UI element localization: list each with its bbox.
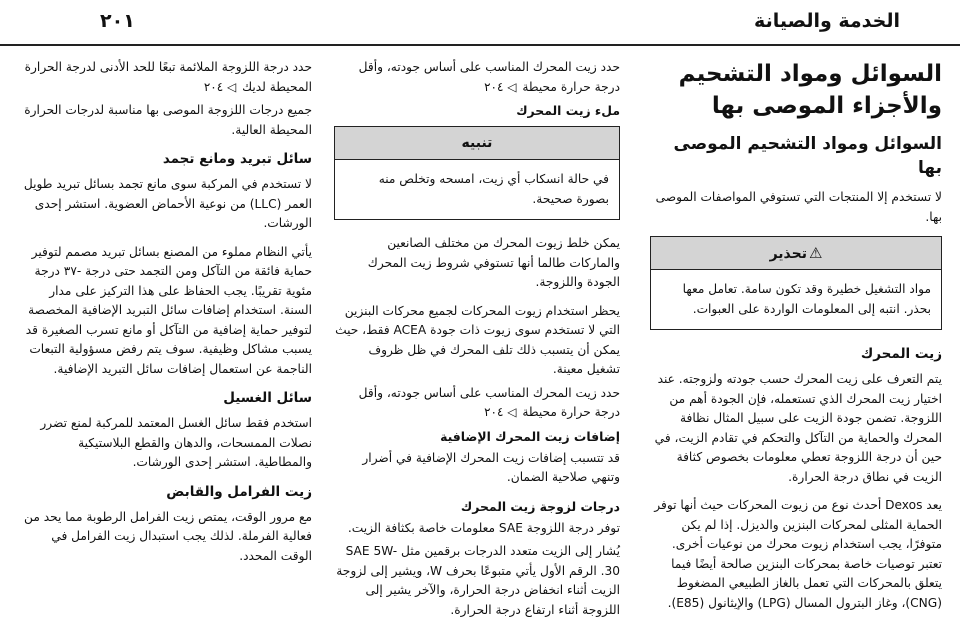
- page-reference-number: ٢٠٤: [484, 405, 504, 419]
- warning-title-bar: [651, 237, 941, 270]
- washer-fluid-heading: سائل الغسيل: [223, 390, 312, 406]
- warning-box: [650, 236, 942, 330]
- column-middle: [334, 58, 620, 629]
- warning-icon: ⚠: [808, 244, 823, 262]
- section-title: الخدمة والصيانة: [754, 10, 900, 32]
- chapter-heading: السوائل ومواد التشحيم والأجزاء الموصى بها: [678, 61, 942, 119]
- oil-selection-paragraph: [334, 58, 620, 97]
- page-reference-number: ٢٠٤: [203, 79, 224, 94]
- oil-additives-heading: إضافات زيت المحرك الإضافية: [440, 428, 620, 444]
- intro-paragraph: لا تستخدم إلا المنتجات التي تستوفي المواصفات الموصى بها.: [655, 190, 942, 224]
- reference-arrow-icon: ◁: [507, 79, 517, 94]
- page-reference-2[interactable]: [484, 403, 516, 423]
- section-heading: السوائل ومواد التشحيم الموصى بها: [673, 134, 942, 178]
- reference-arrow-icon: ◁: [227, 79, 237, 94]
- note-box: [334, 126, 620, 220]
- viscosity-selection-paragraph: [22, 58, 312, 97]
- coolant-paragraph-2: يأتي النظام مملوء من المصنع بسائل تبريد مصمم لتوفير حماية فائقة من التآكل ومن التجمد حتى درجة -٣٧ درجة مئوية تقريبًا. يجب الحفاظ على هذا التركيز على مدار السنة. استخدام إضافات سائل التبريد الإضافية المخصصة لتوفير حماية إضافية من التآكل أو مانع تسرب الصغيرة قد يسبب مشاكل وظيفية. سوف يتم رفض مسؤولية التبعات الناجمة عن استعمال إضافات سائل التبريد الإضافية.: [25, 244, 312, 376]
- note-title: تنبيه: [335, 127, 619, 160]
- engine-oil-paragraph-1: يتم التعرف على زيت المحرك حسب جودته ولزوجته. عند اختيار زيت المحرك الذي تستعمله، فإن الجودة أهم من اللزوجة. تضمن جودة الزيت على سبيل المثال نظافة المحرك والحماية من التآكل والتحكم في تقادم الزيت، في حين أن درجة اللزوجة تعطي معلومات بخصوص كثافة الزيت في نطاق درجة الحرارة.: [654, 372, 942, 484]
- oil-fill-heading: ملء زيت المحرك: [516, 103, 620, 118]
- coolant-heading: سائل تبريد ومانع تجمد: [162, 151, 312, 167]
- brake-fluid-paragraph: مع مرور الوقت، يمتص زيت الفرامل الرطوبة مما يحد من فعالية الفرملة. لذلك يجب استبدال زيت الفرامل في الوقت المحدد.: [24, 509, 312, 563]
- warning-text: مواد التشغيل خطيرة وقد تكون سامة. تعامل معها بحذر. انتبه إلى المعلومات الواردة على العبوات.: [682, 282, 931, 316]
- page-reference-3[interactable]: [204, 78, 236, 98]
- viscosity-paragraph-2: يُشار إلى الزيت متعدد الدرجات برقمين مثل SAE 5W-30. الرقم الأول يأتي متبوعًا بحرف W، ويشير إلى لزوجة الزيت أثناء انخفاض درجة الحرارة، والآخر يشير إلى اللزوجة أثناء ارتفاع درجة الحرارة.: [336, 544, 620, 617]
- oil-mixing-paragraph: يمكن خلط زيوت المحرك من مختلف الصانعين والماركات طالما أنها تستوفي شروط زيت المحرك الجودة واللزوجة.: [367, 236, 620, 289]
- page-reference[interactable]: [484, 78, 516, 98]
- page-header: [0, 0, 960, 46]
- engine-oil-heading: زيت المحرك: [860, 346, 942, 362]
- column-left: [22, 58, 312, 575]
- engine-oil-paragraph-2: يعد Dexos أحدث نوع من زيوت المحركات حيث أنها توفر الحماية المثلى لمحركات البنزين والديزل. إذا لم يكن متوفرًا، يجب استخدام زيوت محرك من نوعيات أخرى. تعتبر توصيات خاصة بمحركات البنزين صالحة أيضًا فيما يتعلق بالمحركات التي تعمل بالغاز الطبيعي المضغوط (CNG)، وغاز البترول المسال (LPG) والإيثانول (E85).: [654, 498, 942, 610]
- page-reference-number: ٢٠٤: [484, 79, 504, 94]
- viscosity-selection-text: حدد درجة اللزوجة الملائمة تبعًا للحد الأدنى لدرجة الحرارة المحيطة لديك: [24, 60, 312, 94]
- warning-title: تحذير: [769, 246, 807, 262]
- reference-arrow-icon: ◁: [507, 405, 517, 419]
- acea-paragraph: يحظر استخدام زيوت المحركات لجميع محركات البنزين التي لا تستخدم سوى زيوت ذات جودة ACEA فقط، حيث يمكن أن يتسبب ذلك تلف المحرك في ظل ظروف تشغيل معينة.: [335, 303, 620, 376]
- oil-selection-text-2: حدد زيت المحرك المناسب على أساس جودته، وأقل درجة حرارة محيطة: [358, 385, 620, 419]
- viscosity-high-temp-paragraph: جميع درجات اللزوجة الموصى بها مناسبة لدرجات الحرارة المحيطة العالية.: [24, 103, 312, 137]
- oil-selection-text: حدد زيت المحرك المناسب على أساس جودته، وأقل درجة حرارة محيطة: [358, 60, 620, 94]
- oil-selection-paragraph-2: [334, 384, 620, 423]
- oil-additives-paragraph: قد تتسبب إضافات زيت المحرك الإضافية في أضرار وتنهي صلاحية الضمان.: [362, 450, 620, 484]
- viscosity-paragraph-1: توفر درجة اللزوجة SAE معلومات خاصة بكثافة الزيت.: [347, 520, 620, 535]
- note-text: في حالة انسكاب أي زيت، امسحه وتخلص منه بصورة صحيحة.: [378, 172, 609, 206]
- viscosity-heading: درجات لزوجة زيت المحرك: [460, 498, 620, 514]
- page-number: ٢٠١: [100, 10, 135, 32]
- washer-fluid-paragraph: استخدم فقط سائل الغسل المعتمد للمركبة لمنع تضرر نصلات الممسحات، والدهان والقطع البلاستيكية والمطاطية. استشر إحدى الورشات.: [40, 416, 312, 469]
- column-right: [650, 58, 942, 622]
- brake-fluid-heading: زيت الفرامل والقابض: [166, 483, 312, 500]
- coolant-paragraph-1: لا تستخدم في المركبة سوى مانع تجمد بسائل تبريد طويل العمر (LLC) من نوعية الأحماض العضوية. استشر إحدى الورشات.: [23, 177, 312, 230]
